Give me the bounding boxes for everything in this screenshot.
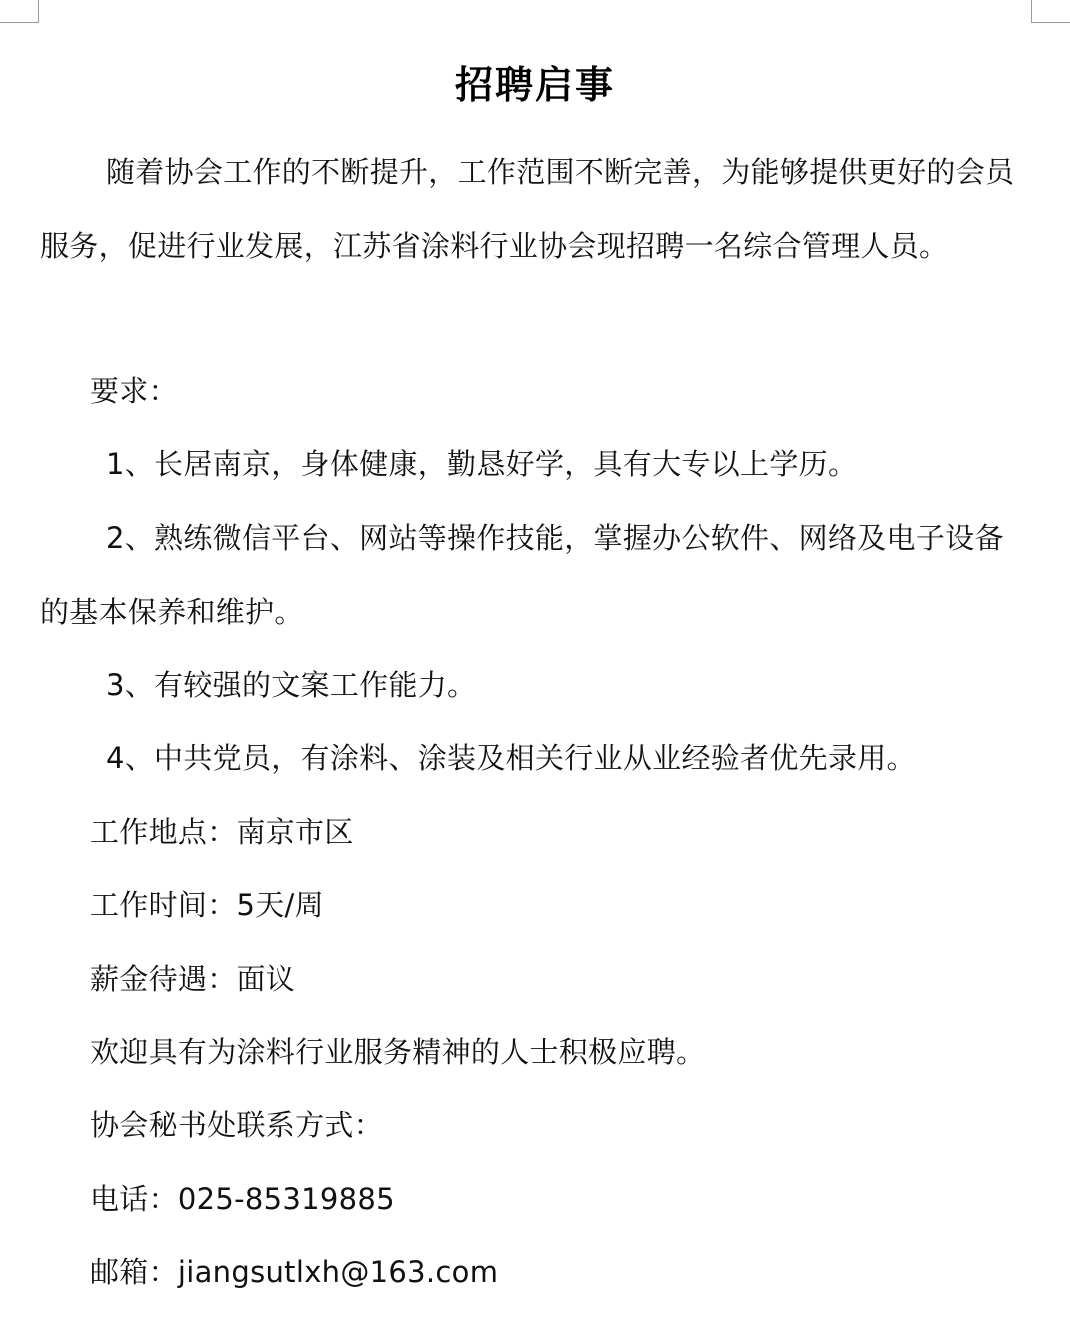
salary: 薪金待遇：面议 xyxy=(90,962,296,996)
requirement-item-3: 3、有较强的文案工作能力。 xyxy=(106,668,477,702)
crop-mark-top-right xyxy=(1031,0,1070,23)
contact-phone: 电话：025-85319885 xyxy=(90,1182,395,1216)
crop-mark-top-left xyxy=(0,0,39,23)
document-title: 招聘启事 xyxy=(454,63,615,108)
contact-heading: 协会秘书处联系方式： xyxy=(90,1108,384,1142)
intro-paragraph: 随着协会工作的不断提升，工作范围不断完善，为能够提供更好的会员服务，促进行业发展，江苏省涂料行业协会现招聘一名综合管理人员。 xyxy=(40,155,1015,263)
work-location: 工作地点：南京市区 xyxy=(90,815,354,849)
requirement-item-2: 2、熟练微信平台、网站等操作技能，掌握办公软件、网络及电子设备的基本保养和维护。 xyxy=(40,521,1004,629)
welcome-text: 欢迎具有为涂料行业服务精神的人士积极应聘。 xyxy=(90,1035,706,1069)
requirement-item-4: 4、中共党员，有涂料、涂装及相关行业从业经验者优先录用。 xyxy=(106,741,916,775)
requirements-heading: 要求： xyxy=(90,374,178,408)
work-time: 工作时间：5天/周 xyxy=(90,888,324,922)
requirement-item-1: 1、长居南京，身体健康，勤恳好学，具有大专以上学历。 xyxy=(106,447,858,481)
contact-email: 邮箱：jiangsutlxh@163.com xyxy=(90,1255,499,1289)
